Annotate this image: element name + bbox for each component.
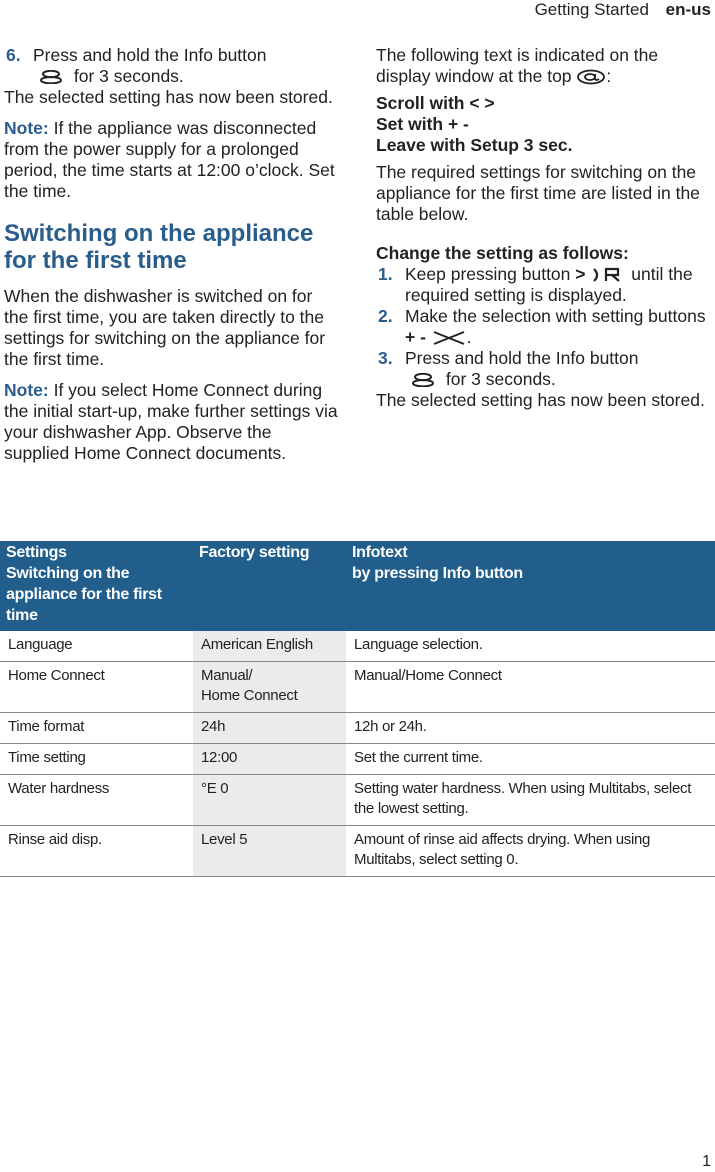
info-cell: Set the current time.: [346, 744, 715, 775]
at-symbol-icon: [576, 69, 606, 85]
left-column: [4, 45, 339, 464]
colon: :: [606, 66, 612, 86]
factory-cell: American English: [193, 631, 346, 662]
table-row: [0, 662, 715, 713]
step-text: for 3 seconds.: [73, 66, 184, 86]
info-cell: 12h or 24h.: [346, 713, 715, 744]
stored-message: The selected setting has now been stored.: [4, 87, 333, 107]
setting-cell: Language: [0, 631, 193, 662]
header-line: Switching on the appliance for the first time: [6, 565, 162, 624]
step-number: 3.: [378, 348, 393, 368]
table-header-row: [0, 541, 715, 631]
next-setting-icon: [590, 267, 626, 283]
next-button-label: >: [575, 264, 586, 284]
intro-paragraph: When the dishwasher is switched on for the first time, you are taken directly to the settings for switching on the appliance for the first time.: [4, 286, 326, 369]
display-line-scroll: Scroll with < >: [376, 93, 495, 113]
step-3: [376, 348, 712, 390]
step-6: [4, 45, 339, 87]
step-number: 6.: [6, 45, 21, 65]
change-heading: Change the setting as follows:: [376, 243, 629, 263]
info-cell: Amount of rinse aid affects drying. When using Multitabs, select setting 0.: [346, 826, 715, 877]
table-row: [0, 826, 715, 877]
setting-cell: Time format: [0, 713, 193, 744]
factory-cell: °E 0: [193, 775, 346, 826]
step-text: Keep pressing button: [405, 264, 571, 284]
step-number: 1.: [378, 264, 393, 284]
language-code: en-us: [665, 0, 711, 19]
header-settings: [0, 541, 193, 631]
info-button-icon: [405, 373, 441, 387]
factory-cell: [193, 662, 346, 713]
step-text: Press and hold the Info button: [405, 348, 639, 368]
factory-line: Manual/: [201, 667, 253, 684]
setting-cell: Home Connect: [0, 662, 193, 713]
header-factory: [193, 541, 346, 631]
info-cell: Manual/Home Connect: [346, 662, 715, 713]
header-line: Settings: [6, 544, 67, 561]
section-heading: Switching on the appliance for the first time: [4, 220, 314, 274]
step-text: until the required setting is displayed.: [405, 264, 693, 305]
table-row: [0, 631, 715, 662]
factory-cell: 24h: [193, 713, 346, 744]
step-number: 2.: [378, 306, 393, 326]
table-row: [0, 713, 715, 744]
header-line: by pressing Info button: [352, 565, 523, 582]
step-text: for 3 seconds.: [445, 369, 556, 389]
note-text: If the appliance was disconnected from the power supply for a prolonged period, the time starts at 12:00 o’clock. Set the time.: [4, 118, 335, 201]
note-home-connect: [4, 380, 339, 464]
setting-cell: Time setting: [0, 744, 193, 775]
display-line-set: Set with + -: [376, 114, 469, 134]
period: .: [466, 327, 472, 347]
note-power: [4, 118, 339, 202]
page-number: 1: [702, 1153, 711, 1170]
factory-cell: Level 5: [193, 826, 346, 877]
required-settings-text: The required settings for switching on the appliance for the first time are listed in the table below.: [376, 162, 700, 224]
stored-message: The selected setting has now been stored.: [376, 390, 705, 410]
right-column: [376, 45, 712, 411]
display-intro: [376, 45, 712, 87]
info-cell: Setting water hardness. When using Multitabs, select the lowest setting.: [346, 775, 715, 826]
info-cell: Language selection.: [346, 631, 715, 662]
header-line: Infotext: [352, 544, 408, 561]
factory-cell: 12:00: [193, 744, 346, 775]
info-button-icon: [33, 70, 69, 84]
display-line-leave: Leave with Setup 3 sec.: [376, 135, 573, 155]
note-text: If you select Home Connect during the initial start-up, make further settings via your dishwasher App. Observe the supplied Home Connect documents.: [4, 380, 338, 463]
table-row: [0, 744, 715, 775]
display-intro-text: The following text is indicated on the display window at the top: [376, 45, 659, 86]
setting-cell: Rinse aid disp.: [0, 826, 193, 877]
section-title: Getting Started: [534, 0, 649, 19]
settings-table: [0, 541, 715, 877]
factory-line: Home Connect: [201, 687, 298, 704]
header-infotext: [346, 541, 715, 631]
step-text: Make the selection with setting buttons: [405, 306, 706, 326]
note-label: Note:: [4, 118, 49, 138]
step-2: [376, 306, 712, 348]
setting-cell: Water hardness: [0, 775, 193, 826]
header-line: Factory setting: [199, 544, 310, 561]
step-1: [376, 264, 712, 306]
running-header: [535, 0, 711, 20]
note-label: Note:: [4, 380, 49, 400]
cross-icon: [431, 330, 467, 346]
plus-minus-label: + -: [405, 327, 426, 347]
table-row: [0, 775, 715, 826]
step-text: Press and hold the Info button: [33, 45, 267, 65]
